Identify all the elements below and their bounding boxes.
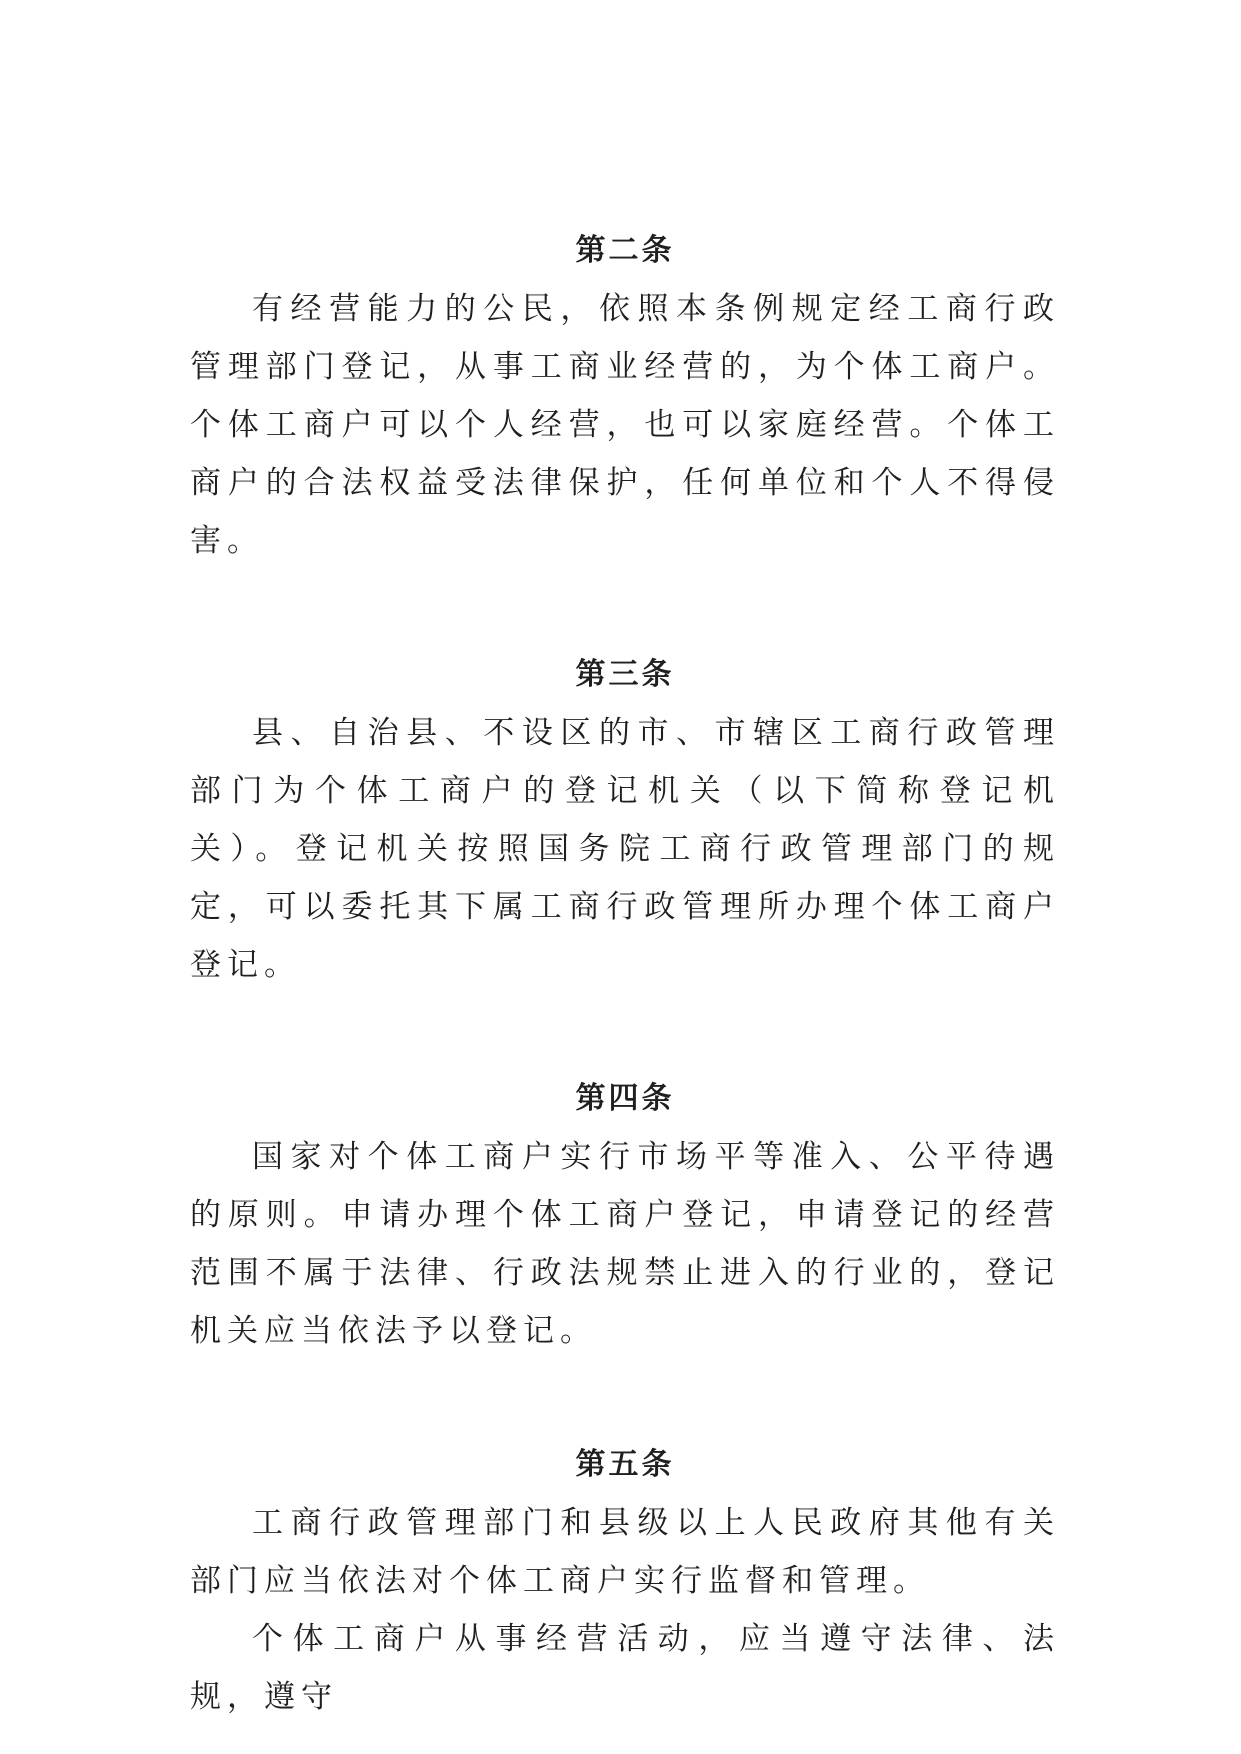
article-4: [190, 1070, 1060, 1360]
article-title: 第二条: [575, 233, 675, 268]
article-paragraph: 有经营能力的公民，依照本条例规定经工商行政管理部门登记，从事工商业经营的，为个体工商户。个体工商户可以个人经营，也可以家庭经营。个体工商户的合法权益受法律保护，任何单位和个人不得侵害。: [190, 291, 1060, 559]
article-paragraph: 县、自治县、不设区的市、市辖区工商行政管理部门为个体工商户的登记机关（以下简称登记机关）。登记机关按照国务院工商行政管理部门的规定，可以委托其下属工商行政管理所办理个体工商户登记。: [190, 715, 1060, 983]
article-paragraph: 工商行政管理部门和县级以上人民政府其他有关部门应当依法对个体工商户实行监督和管理。: [190, 1505, 1060, 1599]
article-paragraph: 国家对个体工商户实行市场平等准入、公平待遇的原则。申请办理个体工商户登记，申请登记的经营范围不属于法律、行政法规禁止进入的行业的，登记机关应当依法予以登记。: [190, 1139, 1060, 1349]
article-2: [190, 222, 1060, 570]
article-title: 第五条: [575, 1447, 675, 1482]
article-title: 第三条: [575, 657, 675, 692]
article-5: [190, 1436, 1060, 1726]
article-paragraph: 个体工商户从事经营活动，应当遵守法律、法规，遵守: [190, 1621, 1060, 1715]
article-3: [190, 646, 1060, 994]
article-title: 第四条: [575, 1081, 675, 1116]
document-body: [190, 222, 1060, 1726]
